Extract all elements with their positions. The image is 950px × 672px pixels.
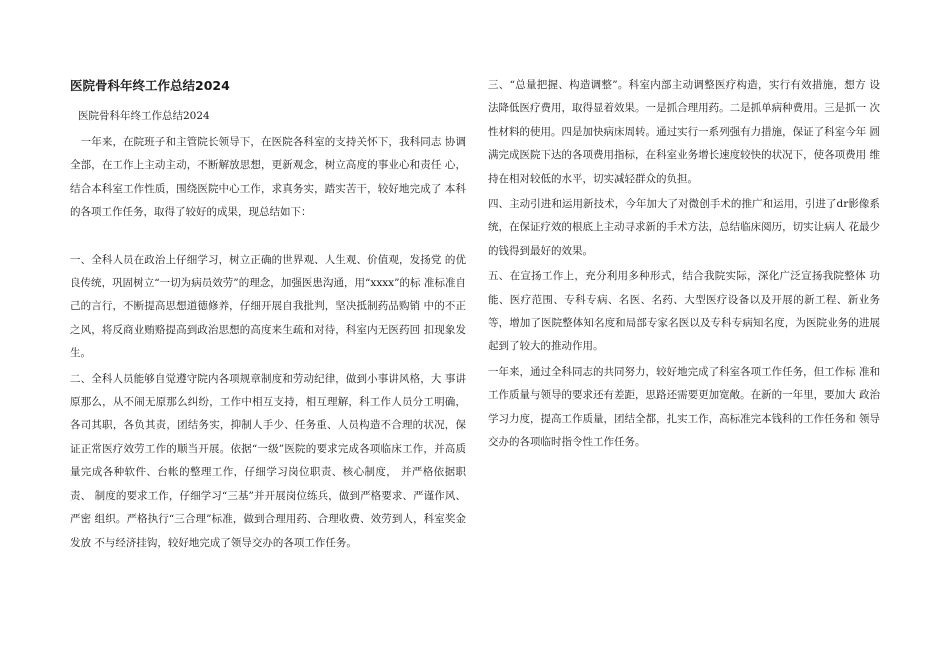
section-1-paragraph: 一、全科人员在政治上仔细学习，树立正确的世界观、人生观、价值观，发扬党 的优良传统，巩固树立“一切为病员效劳”的理念，加强医患沟通，用“xxxx”的标 准标准自己的言行，不断提高思想道德修养，仔细开展自我批判，坚决抵制药品购销 中的不正之风，将反商业贿赂提高到政治思想的高度来生疏和对待，科室内无医药回 扣现象发生。 [70,253,466,360]
conclusion-paragraph: 一年来，通过全科同志的共同努力，较好地完成了科室各项工作任务，但工作标 准和工作质量与领导的要求还有差距，思路还需要更加宽敞。在新的一年里，要加大 政治学习力度，提高工作质量，团结全都，扎实工作，高标准完本钱科的工作任务和 领导交办的各项临时指令性工作任务。 [488,365,880,449]
intro-paragraph: 一年来，在院班子和主管院长领导下，在医院各科室的支持关怀下，我科同志 协调全部，在工作上主动主动，不断解放思想，更新观念，树立高度的事业心和责任 心，结合本科室工作性质，围绕医院中心工作，求真务实，踏实苦干，较好地完成了 本科的各项工作任务，取得了较好的成果，现总结如下： [70,136,466,219]
right-column [488,74,880,457]
paragraph-gap [70,227,466,249]
document-subtitle: 医院骨科年终工作总结2024 [78,110,210,122]
section-5-paragraph: 五、在宣扬工作上，充分利用多种形式，结合我院实际，深化广泛宣扬我院整体 功能、医疗范围、专科专病、名医、名药、大型医疗设备以及开展的新工程、新业务 等，增加了医院整体知名度和局部专家名医以及专科专病知名度，为医院业务的进展 起到了较大的推动作用。 [488,270,880,353]
document-title: 医院骨科年终工作总结2024 [70,78,230,93]
section-4-paragraph: 四、主动引进和运用新技术，今年加大了对微创手术的推广和运用，引进了dr影像系统，在保证疗效的根底上主动寻求新的手术方法，总结临床阅历，切实让病人 花最少的钱得到最好的效果。 [488,198,880,257]
section-2-paragraph: 二、全科人员能够自觉遵守院内各项规章制度和劳动纪律，做到小事讲风格，大 事讲原那么，从不闹无原那么纠纷，工作中相互支持，相互理解，科工作人员分工明确，各司其职，各负其责，团结务实，抑制人手少、任务重、人员构造不合理的状况，保 证正常医疗效劳工作的顺当开展。依据“一级”医院的要求完成各项临床工作，并高质 量完成各种软件、台帐的整理工作，仔细学习岗位职责、核心制度， 并严格依据职责、 制度的要求工作，仔细学习“三基”并开展岗位练兵，做到严格要求、严谨作风、严密 组织。严格执行“三合理”标准，做到合理用药、合理收费、效劳到人，科室奖金发放 不与经济挂钩，较好地完成了领导交办的各项工作任务。 [70,372,466,549]
left-column [70,74,466,557]
section-3-paragraph: 三、“总量把握、构造调整”。科室内部主动调整医疗构造，实行有效措施，想方 设法降低医疗费用，取得显着效果。一是抓合理用药。二是抓单病种费用。三是抓一 次性材料的使用。四是加快病床周转。通过实行一系列强有力措施，保证了科室今年 圆满完成医院下达的各项费用指标，在科室业务增长速度较快的状况下，使各项费用 维持在相对较低的水平，切实减轻群众的负担。 [488,79,880,185]
